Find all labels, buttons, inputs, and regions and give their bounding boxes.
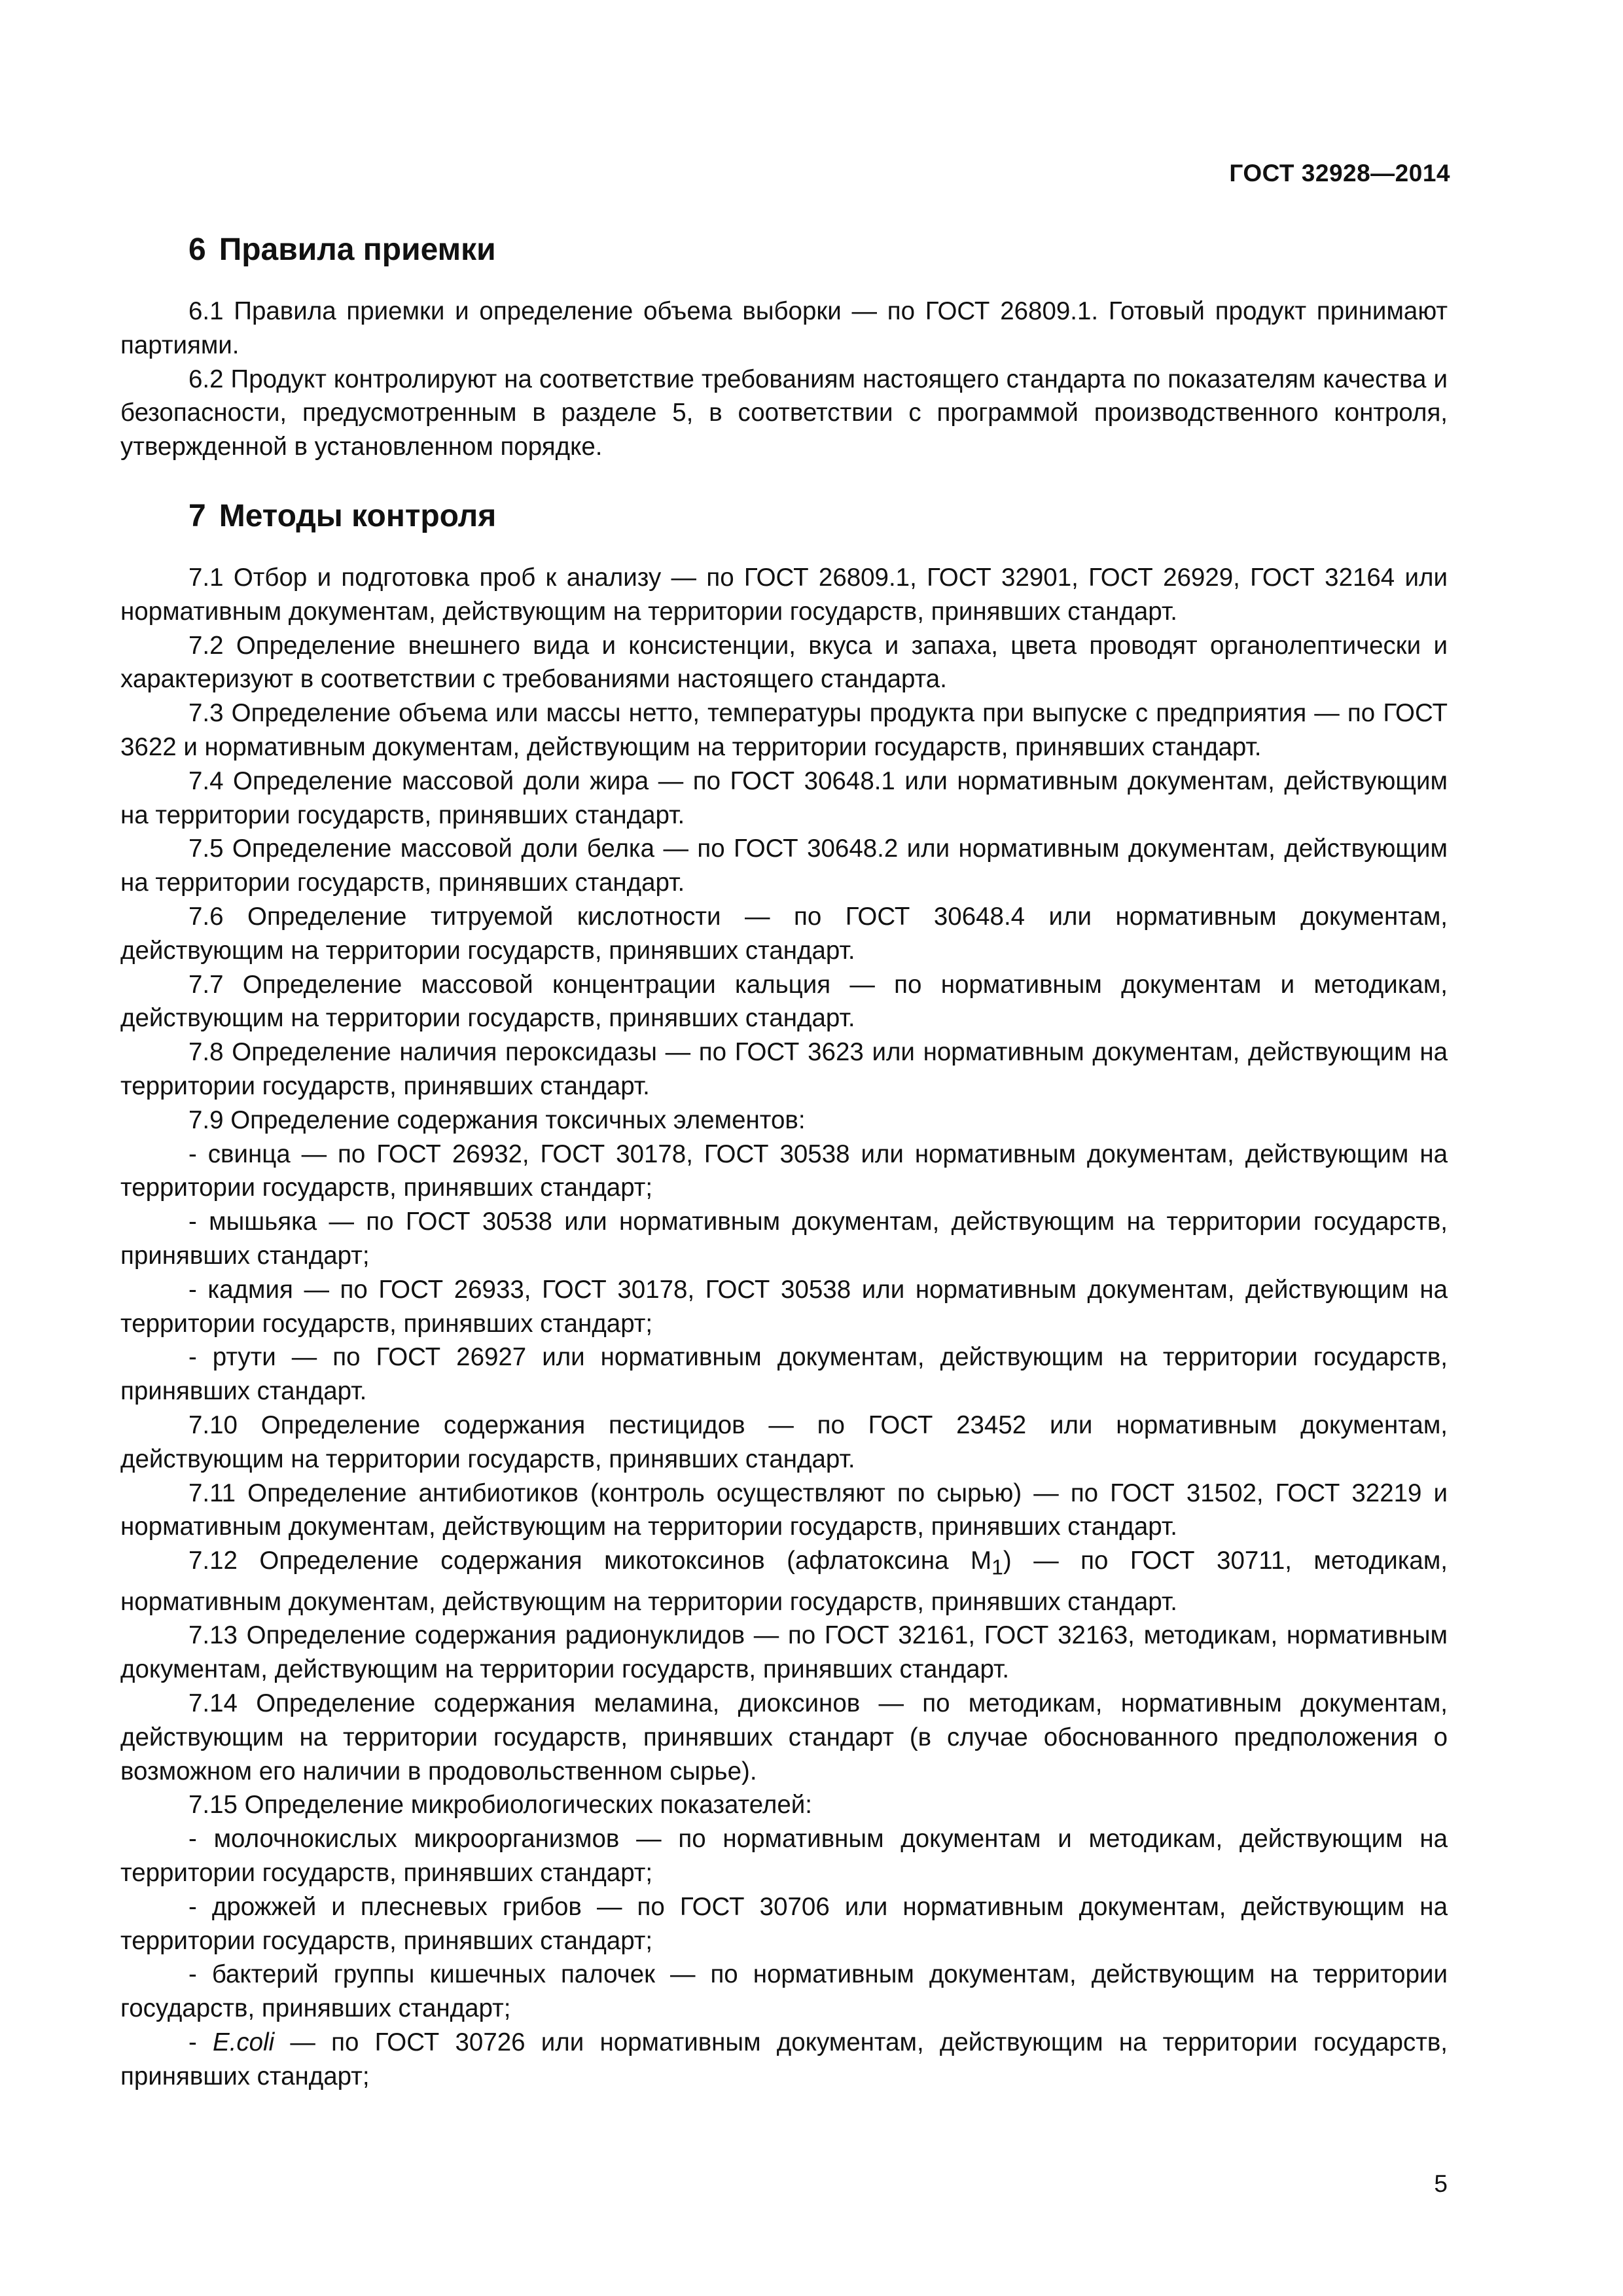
paragraph-7-12-text: 7.12 Определение содержания микотоксинов (афлатоксина M bbox=[188, 1547, 992, 1575]
list-item-lactic-bacteria: - молочнокислых микроорганизмов — по нормативным документам и методикам, действующим на территории государств, принявших стандарт; bbox=[120, 1825, 1448, 1887]
paragraph-7-7: 7.7 Определение массовой концентрации кальция — по нормативным документам и методикам, действующим на территории государств, принявших стандарт. bbox=[120, 970, 1448, 1033]
paragraph-7-13: 7.13 Определение содержания радионуклидов — по ГОСТ 32161, ГОСТ 32163, методикам, нормативным документам, действующим на территории государств, принявших стандарт. bbox=[120, 1621, 1448, 1684]
ecoli-term: E.coli bbox=[213, 2028, 275, 2056]
paragraph-7-11: 7.11 Определение антибиотиков (контроль осуществляют по сырью) — по ГОСТ 31502, ГОСТ 32219 и нормативным документам, действующим на территории государств, принявших стандарт. bbox=[120, 1479, 1448, 1541]
subscript: 1 bbox=[991, 1555, 1003, 1579]
section-6-title: Правила приемки bbox=[219, 232, 496, 267]
paragraph-6-1: 6.1 Правила приемки и определение объема выборки — по ГОСТ 26809.1. Готовый продукт принимают партиями. bbox=[120, 297, 1448, 359]
paragraph-7-10: 7.10 Определение содержания пестицидов — по ГОСТ 23452 или нормативным документам, действующим на территории государств, принявших стандарт. bbox=[120, 1410, 1448, 1473]
list-item-lead: - свинца — по ГОСТ 26932, ГОСТ 30178, ГОСТ 30538 или нормативным документам, действующим на территории государств, принявших стандарт; bbox=[120, 1139, 1448, 1202]
section-7-title: Методы контроля bbox=[219, 498, 497, 533]
list-item-coliform: - бактерий группы кишечных палочек — по нормативным документам, действующим на территории государств, принявших стандарт; bbox=[120, 1960, 1448, 2023]
list-item-arsenic: - мышьяка — по ГОСТ 30538 или нормативным документам, действующим на территории государств, принявших стандарт; bbox=[120, 1208, 1448, 1270]
list-item-ecoli bbox=[120, 2026, 1448, 2094]
spacer bbox=[120, 537, 1448, 561]
paragraph-7-15: 7.15 Определение микробиологических показателей: bbox=[188, 1791, 812, 1820]
paragraph-7-6: 7.6 Определение титруемой кислотности — по ГОСТ 30648.4 или нормативным документам, действующим на территории государств, принявших стандарт. bbox=[120, 902, 1448, 965]
paragraph-7-14: 7.14 Определение содержания меламина, диоксинов — по методикам, нормативным документам, действующим на территории государств, принявших стандарт (в случае обоснованного предположения о возможном его наличии в продовольственном сырье). bbox=[120, 1689, 1448, 1785]
document-code-header: ГОСТ 32928—2014 bbox=[1229, 160, 1450, 187]
list-item-mercury: - ртути — по ГОСТ 26927 или нормативным документам, действующим на территории государств, принявших стандарт. bbox=[120, 1343, 1448, 1406]
paragraph-7-9: 7.9 Определение содержания токсичных элементов: bbox=[188, 1105, 806, 1134]
list-dash: - bbox=[188, 2028, 213, 2056]
section-6-number: 6 bbox=[188, 232, 206, 267]
paragraph-6-2: 6.2 Продукт контролируют на соответствие требованиям настоящего стандарта по показателям качества и безопасности, предусмотренным в разделе 5, в соответствии с программой производственного контроля, утвержденной в установленном порядке. bbox=[120, 365, 1448, 461]
list-item-yeast-mold: - дрожжей и плесневых грибов — по ГОСТ 30706 или нормативным документам, действующим на территории государств, принявших стандарт; bbox=[120, 1892, 1448, 1955]
list-item-cadmium: - кадмия — по ГОСТ 26933, ГОСТ 30178, ГОСТ 30538 или нормативным документам, действующим на территории государств, принявших стандарт; bbox=[120, 1275, 1448, 1338]
paragraph-7-4: 7.4 Определение массовой доли жира — по ГОСТ 30648.1 или нормативным документам, действующим на территории государств, принявших стандарт. bbox=[120, 766, 1448, 829]
spacer bbox=[120, 271, 1448, 295]
section-6-heading bbox=[188, 229, 1448, 271]
paragraph-7-3: 7.3 Определение объема или массы нетто, температуры продукта при выпуске с предприятия — по ГОСТ 3622 и нормативным документам, действующим на территории государств, принявших стандарт. bbox=[120, 699, 1448, 761]
page-number: 5 bbox=[1434, 2170, 1448, 2197]
paragraph-7-2: 7.2 Определение внешнего вида и консистенции, вкуса и запаха, цвета проводят органолептически и характеризуют в соответствии с требованиями настоящего стандарта. bbox=[120, 631, 1448, 694]
paragraph-7-12-text-cont: ) — по ГОСТ 30711, методикам, нормативным документам, действующим на территории государств, принявших стандарт. bbox=[120, 1547, 1448, 1616]
list-item-ecoli-text: — по ГОСТ 30726 или нормативным документам, действующим на территории государств, принявших стандарт; bbox=[120, 2028, 1448, 2090]
section-7-heading bbox=[188, 495, 1448, 537]
paragraph-7-5: 7.5 Определение массовой доли белка — по ГОСТ 30648.2 или нормативным документам, действующим на территории государств, принявших стандарт. bbox=[120, 834, 1448, 897]
paragraph-7-12 bbox=[120, 1544, 1448, 1619]
paragraph-7-1: 7.1 Отбор и подготовка проб к анализу — по ГОСТ 26809.1, ГОСТ 32901, ГОСТ 26929, ГОСТ 32164 или нормативным документам, действующим на территории государств, принявших стандарт. bbox=[120, 563, 1448, 626]
document-body bbox=[120, 229, 1448, 2094]
paragraph-7-8: 7.8 Определение наличия пероксидазы — по ГОСТ 3623 или нормативным документам, действующим на территории государств, принявших стандарт. bbox=[120, 1038, 1448, 1100]
section-7-number: 7 bbox=[188, 498, 206, 533]
